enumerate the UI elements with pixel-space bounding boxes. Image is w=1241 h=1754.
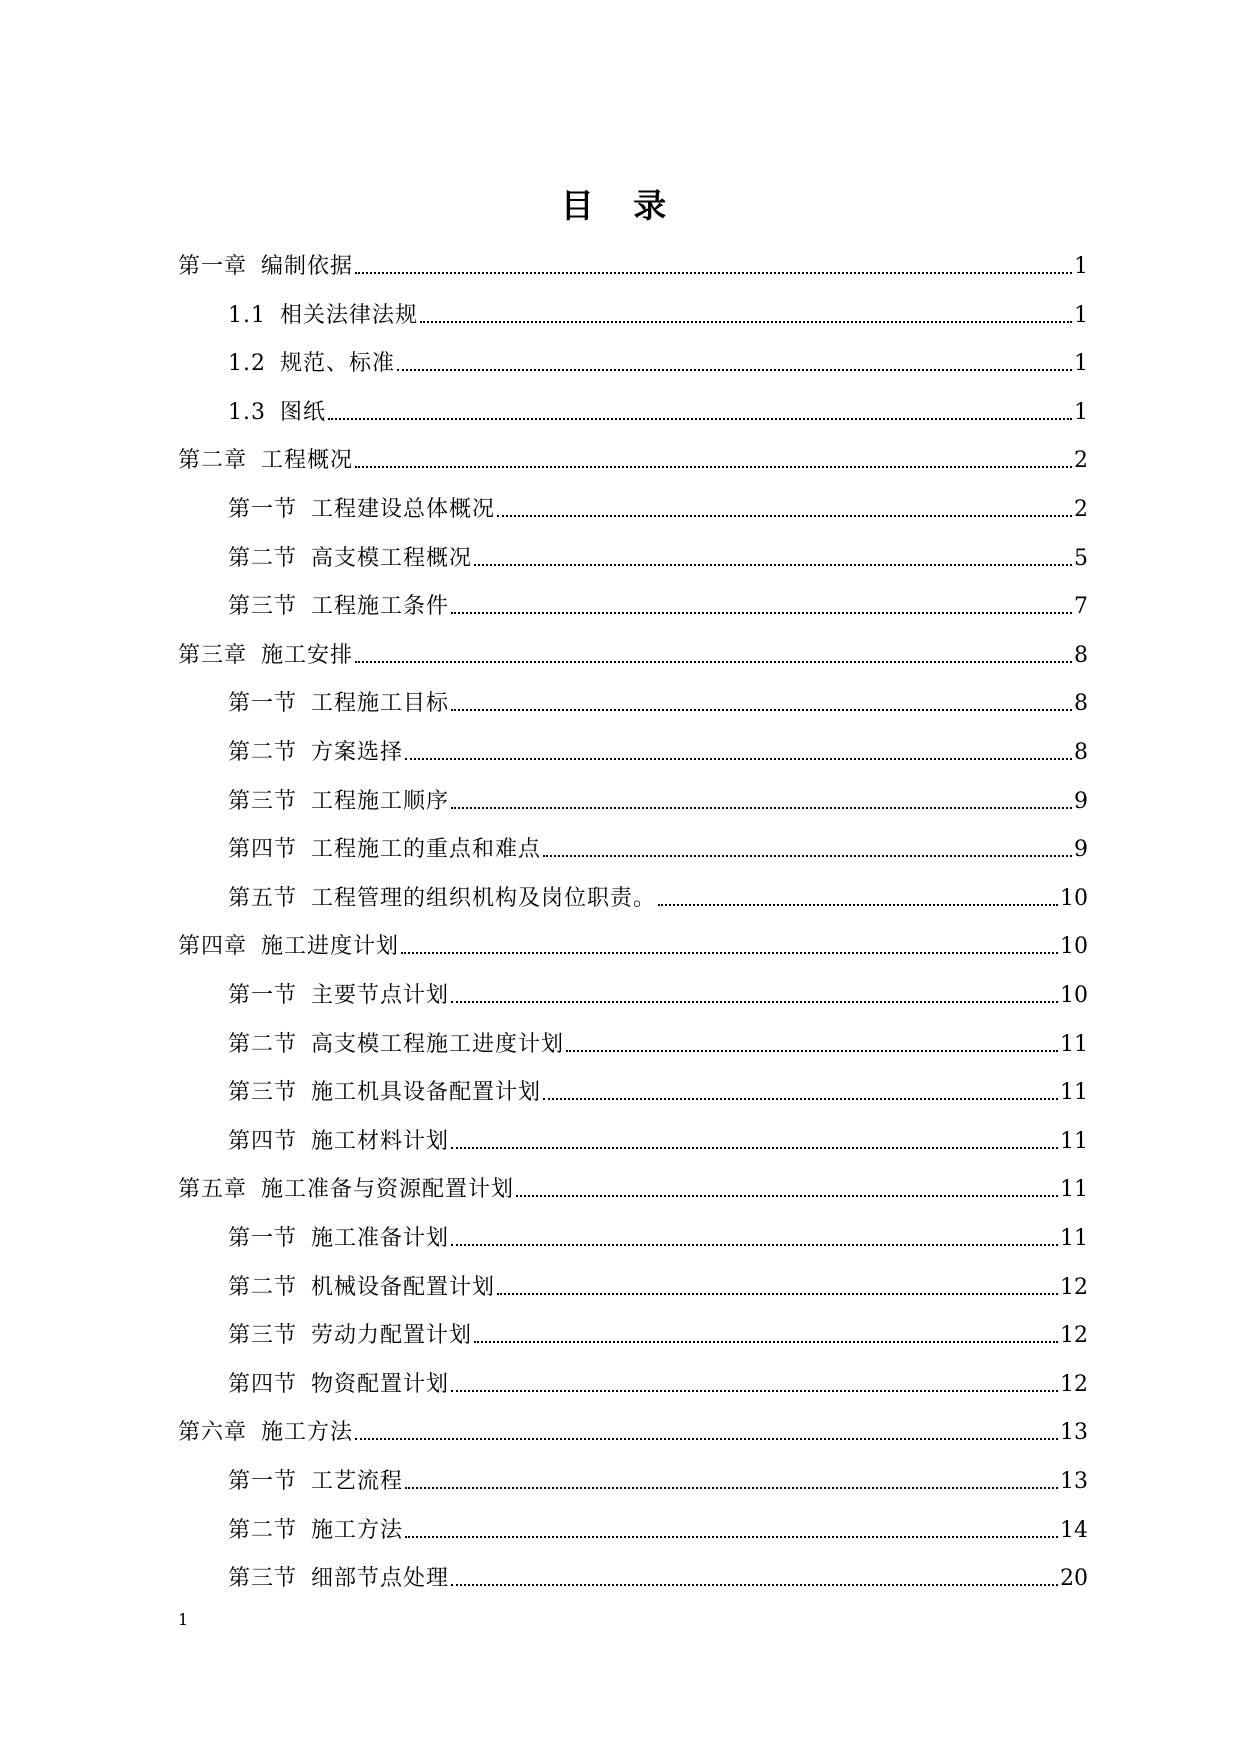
toc-entry[interactable] [228, 783, 1088, 817]
toc-entry-page: 8 [1074, 691, 1088, 717]
dot-leader [543, 1097, 1058, 1100]
toc-entry-label [228, 301, 418, 331]
dot-leader [405, 757, 1072, 760]
toc-entry-text: 机械设备配置计划 [311, 1274, 496, 1300]
dot-leader [420, 320, 1072, 323]
toc-entry[interactable] [228, 1512, 1088, 1546]
toc-entry-text: 高支模工程概况 [311, 545, 473, 571]
toc-entry-number: 第五章 [178, 1177, 248, 1203]
toc-entry-text: 工程建设总体概况 [311, 497, 496, 522]
toc-entry-number: 第二节 [228, 1031, 298, 1057]
toc-entry-label [228, 738, 403, 768]
toc-entry-text: 工程施工条件 [311, 594, 450, 620]
page-number: 1 [178, 1610, 189, 1629]
toc-entry[interactable] [228, 1560, 1088, 1594]
toc-entry-label [228, 1224, 449, 1254]
toc-entry-label [228, 1078, 541, 1108]
toc-entry-page: 10 [1060, 934, 1088, 960]
toc-entry-text: 劳动力配置计划 [311, 1323, 473, 1349]
toc-entry-page: 11 [1060, 1128, 1088, 1154]
toc-entry[interactable] [228, 1463, 1088, 1497]
toc-entry[interactable] [178, 442, 1088, 476]
toc-entry-page: 2 [1074, 497, 1088, 522]
toc-entry[interactable] [178, 928, 1088, 962]
toc-entry[interactable] [228, 588, 1088, 622]
toc-entry-number: 第一节 [228, 983, 298, 1008]
toc-entry-page: 12 [1060, 1274, 1088, 1300]
toc-entry-page: 12 [1060, 1371, 1088, 1397]
dot-leader [658, 903, 1058, 906]
toc-entry-number: 第二章 [178, 448, 248, 474]
toc-entry-page: 2 [1074, 448, 1088, 474]
toc-entry-page: 10 [1060, 885, 1088, 911]
toc-entry[interactable] [228, 345, 1088, 379]
toc-entry-text: 工程施工顺序 [311, 788, 450, 814]
toc-entry-label [228, 884, 656, 914]
toc-entry-label [228, 1030, 564, 1060]
toc-entry-text: 图纸 [280, 399, 327, 425]
toc-entry-text: 施工材料计划 [311, 1128, 450, 1154]
toc-entry-text: 工艺流程 [311, 1469, 404, 1494]
toc-entry-text: 主要节点计划 [311, 983, 450, 1008]
toc-entry-label [228, 981, 449, 1011]
toc-entry-number: 第五节 [228, 885, 298, 911]
toc-entry-page: 12 [1060, 1323, 1088, 1349]
toc-entry[interactable] [178, 637, 1088, 671]
toc-entry[interactable] [228, 734, 1088, 768]
toc-entry[interactable] [228, 880, 1088, 914]
dot-leader [451, 611, 1072, 614]
toc-entry-text: 细部节点处理 [311, 1566, 450, 1592]
toc-entry-label [228, 1467, 403, 1497]
dot-leader [355, 271, 1072, 274]
toc-entry[interactable] [178, 248, 1088, 282]
toc-entry-number: 1.3 [228, 399, 266, 425]
toc-entry-page: 13 [1060, 1469, 1088, 1494]
toc-entry[interactable] [228, 977, 1088, 1011]
toc-entry-number: 第四节 [228, 837, 298, 863]
toc-entry-text: 工程施工的重点和难点 [311, 837, 542, 863]
toc-entry-text: 施工进度计划 [261, 934, 400, 960]
toc-entry-page: 11 [1060, 1031, 1088, 1057]
toc-entry-label [228, 1321, 472, 1351]
toc-entry[interactable] [178, 1171, 1088, 1205]
toc-entry-page: 1 [1074, 351, 1088, 377]
dot-leader [401, 951, 1058, 954]
toc-entry-number: 第三章 [178, 642, 248, 668]
toc-entry-page: 11 [1060, 1226, 1088, 1251]
toc-entry-number: 第一章 [178, 254, 248, 279]
toc-entry[interactable] [228, 491, 1088, 525]
toc-entry-number: 1.1 [228, 302, 266, 328]
toc-entry-page: 9 [1074, 837, 1088, 863]
toc-entry-number: 第一节 [228, 1226, 298, 1251]
toc-entry-label [228, 544, 472, 574]
toc-entry[interactable] [228, 1026, 1088, 1060]
dot-leader [451, 806, 1072, 809]
toc-entry-number: 第六章 [178, 1420, 248, 1446]
toc-entry-label [228, 1127, 449, 1157]
toc-entry-label [228, 1370, 449, 1400]
dot-leader [397, 368, 1072, 371]
toc-entry-number: 第三节 [228, 594, 298, 620]
dot-leader [355, 660, 1072, 663]
dot-leader [474, 1340, 1058, 1343]
toc-entry-page: 20 [1060, 1566, 1088, 1592]
toc-entry-page: 10 [1060, 983, 1088, 1008]
toc-entry-number: 第一节 [228, 497, 298, 522]
toc-entry-text: 施工机具设备配置计划 [311, 1080, 542, 1106]
toc-entry-page: 5 [1074, 545, 1088, 571]
toc-entry[interactable] [228, 1220, 1088, 1254]
dot-leader [497, 514, 1072, 517]
toc-entry[interactable] [228, 394, 1088, 428]
toc-entry-number: 第三节 [228, 1080, 298, 1106]
toc-entry-text: 施工准备计划 [311, 1226, 450, 1251]
toc-entry-label [228, 1564, 449, 1594]
toc-entry-page: 7 [1074, 594, 1088, 620]
toc-entry-text: 相关法律法规 [280, 302, 419, 328]
toc-entry[interactable] [178, 1414, 1088, 1448]
toc-entry-page: 11 [1060, 1080, 1088, 1106]
toc-entry-label [228, 787, 449, 817]
toc-entry-text: 工程管理的组织机构及岗位职责。 [311, 885, 657, 911]
dot-leader [451, 1583, 1058, 1586]
toc-entry-number: 第二节 [228, 740, 298, 765]
dot-leader [355, 465, 1072, 468]
dot-leader [405, 1486, 1058, 1489]
toc-entry[interactable] [228, 1074, 1088, 1108]
toc-entry-label [178, 1418, 353, 1448]
toc-entry-text: 方案选择 [311, 740, 404, 765]
toc-entry-label [228, 398, 326, 428]
toc-entry[interactable] [228, 1269, 1088, 1303]
dot-leader [451, 1243, 1058, 1246]
toc-entry-text: 高支模工程施工进度计划 [311, 1031, 565, 1057]
toc-entry-number: 第一节 [228, 1469, 298, 1494]
toc-entry-label [178, 932, 399, 962]
dot-leader [451, 1000, 1058, 1003]
toc-entry-label [228, 835, 541, 865]
toc-entry-text: 施工安排 [261, 642, 354, 668]
toc-entry-number: 第四章 [178, 934, 248, 960]
toc-entry-number: 1.2 [228, 351, 266, 377]
toc-entry-text: 施工方法 [261, 1420, 354, 1446]
toc-entry-label [228, 592, 449, 622]
toc-entry-number: 第二节 [228, 1274, 298, 1300]
toc-title: 目 录 [560, 186, 681, 225]
toc-entry-text: 施工准备与资源配置计划 [261, 1177, 515, 1203]
dot-leader [451, 1146, 1058, 1149]
toc-entry-number: 第二节 [228, 545, 298, 571]
dot-leader [566, 1049, 1058, 1052]
toc-entry-text: 施工方法 [311, 1517, 404, 1543]
toc-entry-label [178, 641, 353, 671]
toc-entry-label [228, 495, 495, 525]
toc-entry[interactable] [228, 685, 1088, 719]
toc-entry-number: 第三节 [228, 1323, 298, 1349]
toc-entry-label [228, 689, 449, 719]
toc-entry-page: 14 [1060, 1517, 1088, 1543]
toc-entry-page: 8 [1074, 642, 1088, 668]
toc-entry-label [228, 1516, 403, 1546]
toc-entry-number: 第三节 [228, 1566, 298, 1592]
dot-leader [328, 417, 1072, 420]
toc-entry-text: 物资配置计划 [311, 1371, 450, 1397]
dot-leader [451, 1389, 1058, 1392]
toc-entry-page: 8 [1074, 740, 1088, 765]
toc-entry[interactable] [228, 831, 1088, 865]
toc-entry-label [178, 1175, 514, 1205]
toc-entry-text: 规范、标准 [280, 351, 396, 377]
dot-leader [405, 1535, 1058, 1538]
dot-leader [543, 854, 1072, 857]
toc-entry[interactable] [228, 297, 1088, 331]
toc-entry[interactable] [228, 1366, 1088, 1400]
toc-entry-text: 编制依据 [261, 254, 354, 279]
toc-entry-text: 工程施工目标 [311, 691, 450, 717]
toc-entry-page: 13 [1060, 1420, 1088, 1446]
toc-entry-label [228, 349, 395, 379]
toc-entry[interactable] [228, 1123, 1088, 1157]
toc-entry-label [178, 446, 353, 476]
toc-entry-page: 1 [1074, 302, 1088, 328]
toc-entry-number: 第四节 [228, 1128, 298, 1154]
toc-entry[interactable] [228, 540, 1088, 574]
toc-entry-page: 1 [1074, 399, 1088, 425]
dot-leader [451, 708, 1072, 711]
toc-entry-text: 工程概况 [261, 448, 354, 474]
toc-entry-page: 9 [1074, 788, 1088, 814]
dot-leader [474, 563, 1072, 566]
toc-entry-number: 第二节 [228, 1517, 298, 1543]
toc-entry[interactable] [228, 1317, 1088, 1351]
toc-entry-label [178, 252, 353, 282]
toc-entry-number: 第三节 [228, 788, 298, 814]
toc-entry-label [228, 1273, 495, 1303]
toc-entry-number: 第四节 [228, 1371, 298, 1397]
toc-entry-number: 第一节 [228, 691, 298, 717]
dot-leader [355, 1437, 1058, 1440]
toc-entry-page: 11 [1060, 1177, 1088, 1203]
dot-leader [516, 1194, 1058, 1197]
toc-entry-page: 1 [1074, 254, 1088, 279]
dot-leader [497, 1292, 1058, 1295]
